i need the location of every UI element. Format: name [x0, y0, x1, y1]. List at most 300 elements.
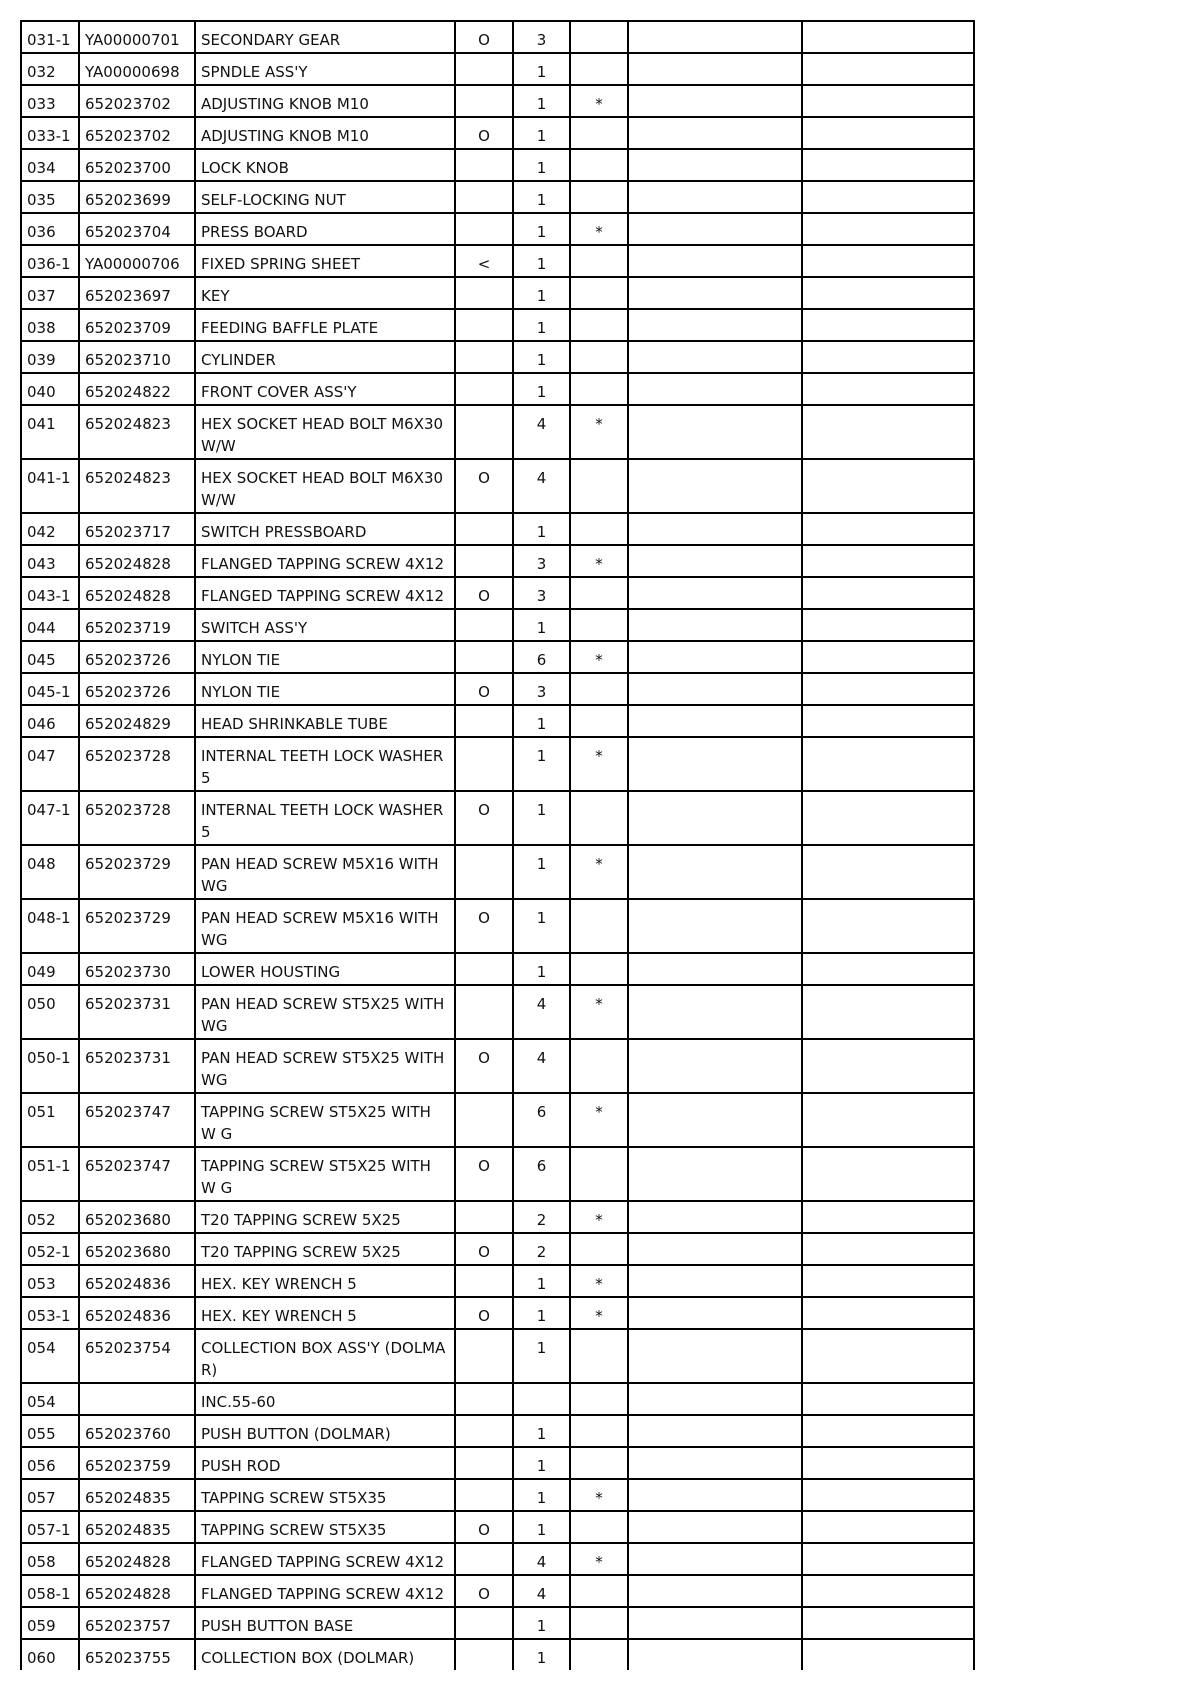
star-note-cell: *	[570, 1297, 628, 1329]
star-note-cell	[570, 341, 628, 373]
part-code-cell: 652023726	[79, 641, 195, 673]
blank-cell-a	[628, 309, 802, 341]
part-number-cell: 036-1	[21, 245, 79, 277]
quantity-cell: 3	[513, 577, 570, 609]
part-number-cell: 056	[21, 1447, 79, 1479]
part-number-cell: 055	[21, 1415, 79, 1447]
blank-cell-b	[802, 1265, 974, 1297]
star-note-cell	[570, 245, 628, 277]
part-code-cell: 652024822	[79, 373, 195, 405]
blank-cell-b	[802, 181, 974, 213]
description-cell: T20 TAPPING SCREW 5X25	[195, 1233, 455, 1265]
parts-table-body	[21, 21, 974, 1670]
table-row	[21, 641, 974, 673]
blank-cell-b	[802, 845, 974, 899]
table-row	[21, 1233, 974, 1265]
part-code-cell: 652024829	[79, 705, 195, 737]
table-row	[21, 245, 974, 277]
table-row	[21, 1447, 974, 1479]
description-cell: INC.55-60	[195, 1383, 455, 1415]
quantity-cell: 1	[513, 1607, 570, 1639]
blank-cell-b	[802, 1479, 974, 1511]
quantity-cell: 1	[513, 1639, 570, 1670]
mark-cell: O	[455, 459, 513, 513]
part-number-cell: 057-1	[21, 1511, 79, 1543]
quantity-cell: 1	[513, 309, 570, 341]
part-code-cell: 652024828	[79, 1543, 195, 1575]
blank-cell-a	[628, 459, 802, 513]
quantity-cell: 3	[513, 21, 570, 53]
part-code-cell: 652024828	[79, 577, 195, 609]
part-number-cell: 051	[21, 1093, 79, 1147]
table-row	[21, 1511, 974, 1543]
part-code-cell: 652023754	[79, 1329, 195, 1383]
star-note-cell: *	[570, 641, 628, 673]
part-code-cell: 652023729	[79, 899, 195, 953]
description-cell: T20 TAPPING SCREW 5X25	[195, 1201, 455, 1233]
blank-cell-b	[802, 341, 974, 373]
table-row	[21, 953, 974, 985]
blank-cell-a	[628, 245, 802, 277]
mark-cell	[455, 309, 513, 341]
quantity-cell: 1	[513, 85, 570, 117]
description-cell: SPNDLE ASS'Y	[195, 53, 455, 85]
table-row	[21, 1479, 974, 1511]
quantity-cell: 1	[513, 1447, 570, 1479]
star-note-cell	[570, 791, 628, 845]
blank-cell-a	[628, 513, 802, 545]
table-row	[21, 117, 974, 149]
table-row	[21, 1265, 974, 1297]
mark-cell	[455, 341, 513, 373]
quantity-cell: 1	[513, 1265, 570, 1297]
star-note-cell	[570, 1607, 628, 1639]
part-number-cell: 033	[21, 85, 79, 117]
part-number-cell: 047	[21, 737, 79, 791]
blank-cell-a	[628, 373, 802, 405]
quantity-cell: 4	[513, 1039, 570, 1093]
table-row	[21, 845, 974, 899]
mark-cell: O	[455, 1147, 513, 1201]
parts-list-sheet	[20, 20, 973, 1670]
mark-cell: O	[455, 1233, 513, 1265]
mark-cell: O	[455, 117, 513, 149]
blank-cell-b	[802, 245, 974, 277]
star-note-cell	[570, 181, 628, 213]
blank-cell-b	[802, 1297, 974, 1329]
blank-cell-b	[802, 373, 974, 405]
star-note-cell	[570, 1329, 628, 1383]
part-number-cell: 043	[21, 545, 79, 577]
blank-cell-a	[628, 577, 802, 609]
description-cell: HEX SOCKET HEAD BOLT M6X30 W/W	[195, 405, 455, 459]
part-number-cell: 058-1	[21, 1575, 79, 1607]
mark-cell	[455, 405, 513, 459]
part-code-cell: 652023719	[79, 609, 195, 641]
part-number-cell: 048-1	[21, 899, 79, 953]
blank-cell-a	[628, 1607, 802, 1639]
blank-cell-b	[802, 1233, 974, 1265]
part-number-cell: 050-1	[21, 1039, 79, 1093]
blank-cell-a	[628, 1265, 802, 1297]
quantity-cell: 1	[513, 149, 570, 181]
blank-cell-b	[802, 213, 974, 245]
description-cell: PUSH ROD	[195, 1447, 455, 1479]
quantity-cell: 1	[513, 373, 570, 405]
description-cell: FEEDING BAFFLE PLATE	[195, 309, 455, 341]
table-row	[21, 985, 974, 1039]
part-number-cell: 052-1	[21, 1233, 79, 1265]
star-note-cell	[570, 21, 628, 53]
part-code-cell: 652024835	[79, 1479, 195, 1511]
description-cell: COLLECTION BOX ASS'Y (DOLMA R)	[195, 1329, 455, 1383]
description-cell: INTERNAL TEETH LOCK WASHER 5	[195, 791, 455, 845]
mark-cell	[455, 1639, 513, 1670]
blank-cell-b	[802, 513, 974, 545]
mark-cell	[455, 1415, 513, 1447]
quantity-cell: 6	[513, 1093, 570, 1147]
blank-cell-b	[802, 545, 974, 577]
part-number-cell: 037	[21, 277, 79, 309]
blank-cell-b	[802, 117, 974, 149]
part-number-cell: 048	[21, 845, 79, 899]
quantity-cell: 4	[513, 1575, 570, 1607]
mark-cell	[455, 53, 513, 85]
mark-cell: <	[455, 245, 513, 277]
blank-cell-a	[628, 609, 802, 641]
description-cell: FLANGED TAPPING SCREW 4X12	[195, 545, 455, 577]
blank-cell-b	[802, 459, 974, 513]
star-note-cell	[570, 1039, 628, 1093]
description-cell: ADJUSTING KNOB M10	[195, 117, 455, 149]
description-cell: PAN HEAD SCREW ST5X25 WITH WG	[195, 985, 455, 1039]
blank-cell-b	[802, 1329, 974, 1383]
description-cell: FIXED SPRING SHEET	[195, 245, 455, 277]
star-note-cell: *	[570, 1265, 628, 1297]
mark-cell: O	[455, 577, 513, 609]
quantity-cell: 1	[513, 53, 570, 85]
table-row	[21, 1607, 974, 1639]
blank-cell-b	[802, 737, 974, 791]
mark-cell	[455, 1093, 513, 1147]
blank-cell-b	[802, 1093, 974, 1147]
mark-cell	[455, 609, 513, 641]
star-note-cell	[570, 149, 628, 181]
blank-cell-b	[802, 899, 974, 953]
table-row	[21, 1575, 974, 1607]
part-number-cell: 039	[21, 341, 79, 373]
blank-cell-a	[628, 1639, 802, 1670]
mark-cell: O	[455, 899, 513, 953]
part-number-cell: 054	[21, 1383, 79, 1415]
mark-cell	[455, 705, 513, 737]
table-row	[21, 1383, 974, 1415]
part-number-cell: 058	[21, 1543, 79, 1575]
description-cell: LOCK KNOB	[195, 149, 455, 181]
quantity-cell: 6	[513, 641, 570, 673]
star-note-cell	[570, 459, 628, 513]
quantity-cell: 1	[513, 213, 570, 245]
quantity-cell: 1	[513, 117, 570, 149]
description-cell: TAPPING SCREW ST5X35	[195, 1479, 455, 1511]
quantity-cell: 1	[513, 609, 570, 641]
part-code-cell: 652023680	[79, 1201, 195, 1233]
part-number-cell: 036	[21, 213, 79, 245]
mark-cell	[455, 85, 513, 117]
part-number-cell: 049	[21, 953, 79, 985]
quantity-cell: 1	[513, 845, 570, 899]
table-row	[21, 577, 974, 609]
mark-cell	[455, 953, 513, 985]
table-row	[21, 373, 974, 405]
part-code-cell: 652023731	[79, 985, 195, 1039]
mark-cell: O	[455, 21, 513, 53]
quantity-cell: 6	[513, 1147, 570, 1201]
part-code-cell: 652024828	[79, 1575, 195, 1607]
blank-cell-a	[628, 1415, 802, 1447]
description-cell: COLLECTION BOX (DOLMAR)	[195, 1639, 455, 1670]
description-cell: PRESS BOARD	[195, 213, 455, 245]
part-number-cell: 032	[21, 53, 79, 85]
star-note-cell	[570, 609, 628, 641]
blank-cell-b	[802, 791, 974, 845]
blank-cell-a	[628, 181, 802, 213]
star-note-cell: *	[570, 213, 628, 245]
table-row	[21, 85, 974, 117]
blank-cell-b	[802, 277, 974, 309]
quantity-cell: 3	[513, 673, 570, 705]
mark-cell	[455, 213, 513, 245]
part-number-cell: 060	[21, 1639, 79, 1670]
blank-cell-b	[802, 53, 974, 85]
part-code-cell: 652023728	[79, 791, 195, 845]
description-cell: SELF-LOCKING NUT	[195, 181, 455, 213]
part-code-cell: 652024828	[79, 545, 195, 577]
star-note-cell	[570, 577, 628, 609]
blank-cell-a	[628, 1511, 802, 1543]
part-code-cell: YA00000706	[79, 245, 195, 277]
part-number-cell: 051-1	[21, 1147, 79, 1201]
mark-cell	[455, 1201, 513, 1233]
blank-cell-a	[628, 1233, 802, 1265]
blank-cell-b	[802, 1447, 974, 1479]
quantity-cell: 1	[513, 899, 570, 953]
table-row	[21, 1543, 974, 1575]
blank-cell-b	[802, 1147, 974, 1201]
star-note-cell	[570, 513, 628, 545]
table-row	[21, 309, 974, 341]
blank-cell-a	[628, 21, 802, 53]
mark-cell	[455, 181, 513, 213]
blank-cell-a	[628, 149, 802, 181]
star-note-cell: *	[570, 845, 628, 899]
blank-cell-a	[628, 1093, 802, 1147]
blank-cell-b	[802, 1039, 974, 1093]
part-number-cell: 054	[21, 1329, 79, 1383]
table-row	[21, 1201, 974, 1233]
table-row	[21, 1415, 974, 1447]
blank-cell-b	[802, 673, 974, 705]
part-number-cell: 053-1	[21, 1297, 79, 1329]
table-row	[21, 341, 974, 373]
part-code-cell: 652024836	[79, 1297, 195, 1329]
part-number-cell: 041	[21, 405, 79, 459]
quantity-cell: 1	[513, 1479, 570, 1511]
table-row	[21, 1639, 974, 1670]
table-row	[21, 21, 974, 53]
blank-cell-b	[802, 149, 974, 181]
mark-cell: O	[455, 791, 513, 845]
description-cell: PUSH BUTTON (DOLMAR)	[195, 1415, 455, 1447]
blank-cell-b	[802, 609, 974, 641]
part-number-cell: 040	[21, 373, 79, 405]
table-row	[21, 1297, 974, 1329]
quantity-cell: 4	[513, 1543, 570, 1575]
part-code-cell: YA00000701	[79, 21, 195, 53]
description-cell: PAN HEAD SCREW M5X16 WITH WG	[195, 899, 455, 953]
description-cell: HEX SOCKET HEAD BOLT M6X30 W/W	[195, 459, 455, 513]
table-row	[21, 673, 974, 705]
table-row	[21, 149, 974, 181]
table-row	[21, 513, 974, 545]
part-number-cell: 059	[21, 1607, 79, 1639]
star-note-cell: *	[570, 405, 628, 459]
blank-cell-b	[802, 1415, 974, 1447]
blank-cell-a	[628, 1479, 802, 1511]
part-number-cell: 045	[21, 641, 79, 673]
description-cell: LOWER HOUSTING	[195, 953, 455, 985]
blank-cell-b	[802, 85, 974, 117]
description-cell: PUSH BUTTON BASE	[195, 1607, 455, 1639]
blank-cell-b	[802, 641, 974, 673]
mark-cell: O	[455, 1297, 513, 1329]
quantity-cell: 1	[513, 277, 570, 309]
part-number-cell: 052	[21, 1201, 79, 1233]
blank-cell-b	[802, 1201, 974, 1233]
quantity-cell: 1	[513, 791, 570, 845]
blank-cell-a	[628, 277, 802, 309]
part-number-cell: 038	[21, 309, 79, 341]
mark-cell	[455, 277, 513, 309]
description-cell: FRONT COVER ASS'Y	[195, 373, 455, 405]
table-row	[21, 213, 974, 245]
part-number-cell: 035	[21, 181, 79, 213]
blank-cell-a	[628, 673, 802, 705]
description-cell: KEY	[195, 277, 455, 309]
part-code-cell: YA00000698	[79, 53, 195, 85]
mark-cell: O	[455, 1575, 513, 1607]
mark-cell	[455, 1383, 513, 1415]
part-number-cell: 046	[21, 705, 79, 737]
part-code-cell: 652024836	[79, 1265, 195, 1297]
star-note-cell	[570, 1147, 628, 1201]
part-code-cell: 652023760	[79, 1415, 195, 1447]
mark-cell: O	[455, 1039, 513, 1093]
table-row	[21, 899, 974, 953]
quantity-cell: 1	[513, 341, 570, 373]
quantity-cell: 4	[513, 459, 570, 513]
part-number-cell: 050	[21, 985, 79, 1039]
blank-cell-a	[628, 1201, 802, 1233]
blank-cell-a	[628, 213, 802, 245]
part-number-cell: 043-1	[21, 577, 79, 609]
blank-cell-a	[628, 1383, 802, 1415]
table-row	[21, 1039, 974, 1093]
table-row	[21, 545, 974, 577]
table-row	[21, 405, 974, 459]
blank-cell-b	[802, 1543, 974, 1575]
blank-cell-a	[628, 117, 802, 149]
part-code-cell: 652023702	[79, 85, 195, 117]
blank-cell-b	[802, 1639, 974, 1670]
blank-cell-a	[628, 641, 802, 673]
part-number-cell: 033-1	[21, 117, 79, 149]
quantity-cell: 1	[513, 1511, 570, 1543]
description-cell: SWITCH PRESSBOARD	[195, 513, 455, 545]
quantity-cell: 1	[513, 1329, 570, 1383]
description-cell: NYLON TIE	[195, 673, 455, 705]
star-note-cell: *	[570, 85, 628, 117]
mark-cell: O	[455, 673, 513, 705]
star-note-cell	[570, 705, 628, 737]
star-note-cell: *	[570, 985, 628, 1039]
blank-cell-b	[802, 309, 974, 341]
blank-cell-a	[628, 405, 802, 459]
star-note-cell	[570, 1575, 628, 1607]
star-note-cell: *	[570, 1543, 628, 1575]
mark-cell	[455, 985, 513, 1039]
star-note-cell: *	[570, 1093, 628, 1147]
blank-cell-b	[802, 1607, 974, 1639]
table-row	[21, 791, 974, 845]
part-code-cell: 652023710	[79, 341, 195, 373]
description-cell: HEX. KEY WRENCH 5	[195, 1265, 455, 1297]
description-cell: SWITCH ASS'Y	[195, 609, 455, 641]
quantity-cell: 4	[513, 985, 570, 1039]
part-code-cell: 652023704	[79, 213, 195, 245]
mark-cell	[455, 373, 513, 405]
description-cell: TAPPING SCREW ST5X25 WITH W G	[195, 1147, 455, 1201]
description-cell: INTERNAL TEETH LOCK WASHER 5	[195, 737, 455, 791]
mark-cell	[455, 1543, 513, 1575]
part-number-cell: 047-1	[21, 791, 79, 845]
quantity-cell: 1	[513, 705, 570, 737]
part-code-cell: 652023747	[79, 1093, 195, 1147]
description-cell: CYLINDER	[195, 341, 455, 373]
table-row	[21, 1329, 974, 1383]
blank-cell-b	[802, 21, 974, 53]
quantity-cell: 1	[513, 181, 570, 213]
part-code-cell: 652023729	[79, 845, 195, 899]
parts-table	[20, 20, 975, 1670]
blank-cell-a	[628, 985, 802, 1039]
blank-cell-b	[802, 1511, 974, 1543]
mark-cell: O	[455, 1511, 513, 1543]
description-cell: HEX. KEY WRENCH 5	[195, 1297, 455, 1329]
part-number-cell: 044	[21, 609, 79, 641]
blank-cell-a	[628, 1039, 802, 1093]
part-code-cell: 652023728	[79, 737, 195, 791]
star-note-cell	[570, 1415, 628, 1447]
blank-cell-a	[628, 791, 802, 845]
part-number-cell: 045-1	[21, 673, 79, 705]
part-code-cell: 652024823	[79, 405, 195, 459]
blank-cell-a	[628, 1147, 802, 1201]
part-code-cell: 652023702	[79, 117, 195, 149]
mark-cell	[455, 641, 513, 673]
blank-cell-a	[628, 53, 802, 85]
part-code-cell	[79, 1383, 195, 1415]
